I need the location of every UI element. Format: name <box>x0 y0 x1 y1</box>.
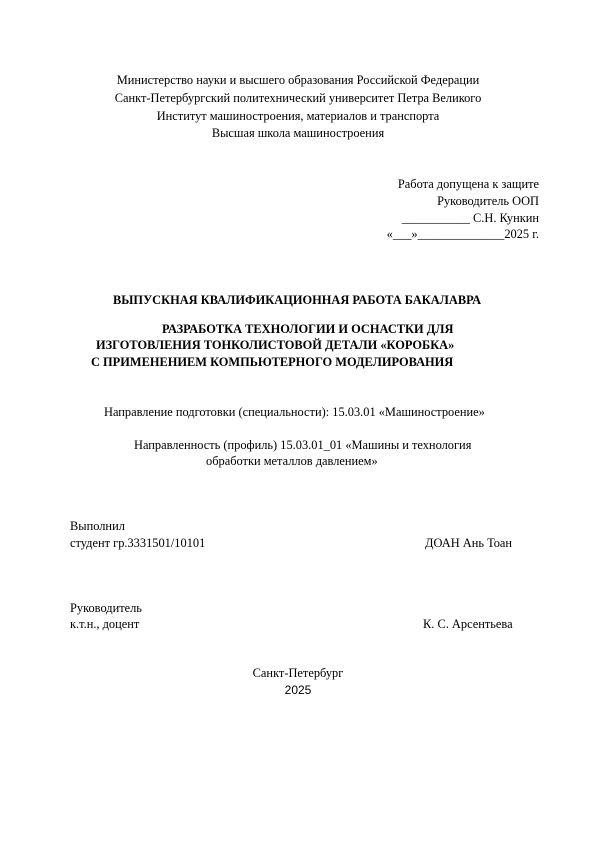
year: 2025 <box>284 683 312 697</box>
approval-admitted: Работа допущена к защите <box>397 177 539 191</box>
approval-date: «___»______________2025 г. <box>386 227 539 241</box>
supervisor-name: К. С. Арсентьева <box>423 617 513 631</box>
school-line: Высшая школа машиностроения <box>211 126 385 140</box>
thesis-title-line-2: ИЗГОТОВЛЕНИЯ ТОНКОЛИСТОВОЙ ДЕТАЛИ «КОРОБКА» <box>96 338 455 352</box>
work-type: ВЫПУСКНАЯ КВАЛИФИКАЦИОННАЯ РАБОТА БАКАЛАВРА <box>113 293 482 307</box>
supervisor-position: к.т.н., доцент <box>70 617 140 631</box>
approval-signature: ___________ С.Н. Кункин <box>401 211 539 225</box>
approval-head: Руководитель ООП <box>437 194 539 208</box>
thesis-title-line-3: С ПРИМЕНЕНИЕМ КОМПЬЮТЕРНОГО МОДЕЛИРОВАНИЯ <box>91 355 454 369</box>
author-group: студент гр.3331501/10101 <box>70 536 206 550</box>
supervisor-label: Руководитель <box>70 601 142 615</box>
university-line: Санкт-Петербургский политехнический университет Петра Великого <box>114 91 482 105</box>
institute-line: Институт машиностроения, материалов и транспорта <box>156 109 440 123</box>
city: Санкт-Петербург <box>252 666 344 680</box>
study-profile-line-2: обработки металлов давлением» <box>206 454 378 468</box>
author-label: Выполнил <box>70 519 125 533</box>
author-name: ДОАН Ань Тоан <box>425 536 513 550</box>
study-profile-line-1: Направленность (профиль) 15.03.01_01 «Машины и технология <box>134 438 472 452</box>
study-direction: Направление подготовки (специальности): 15.03.01 «Машиностроение» <box>104 405 485 419</box>
thesis-title-line-1: РАЗРАБОТКА ТЕХНОЛОГИИ И ОСНАСТКИ ДЛЯ <box>162 322 454 336</box>
ministry-line: Министерство науки и высшего образования Российской Федерации <box>116 73 480 87</box>
